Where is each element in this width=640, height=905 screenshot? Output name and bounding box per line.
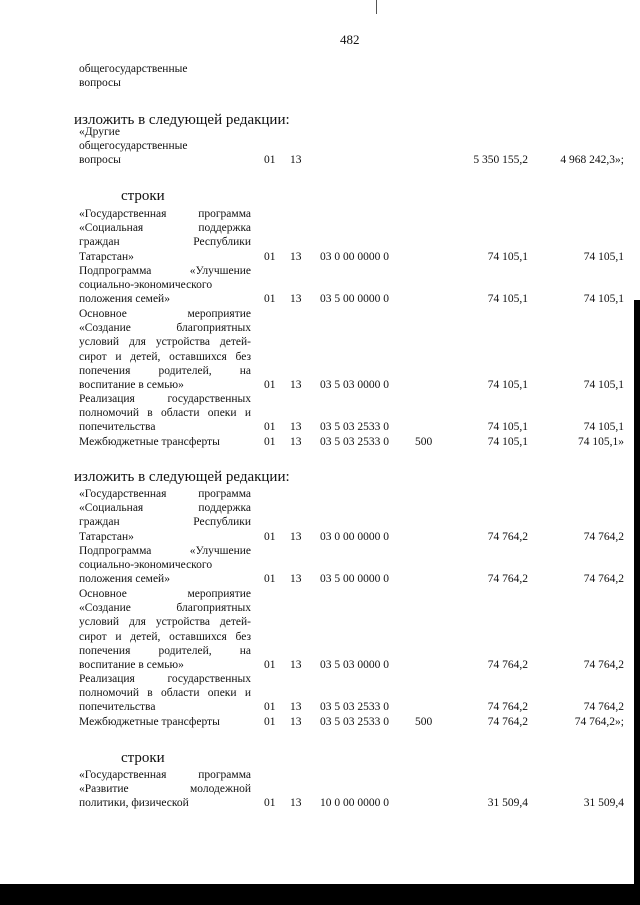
row-name-line: социально-экономического xyxy=(79,279,213,292)
row-name xyxy=(79,435,251,449)
row-amount-1: 74 105,1 xyxy=(487,293,528,306)
row-section-code: 01 xyxy=(264,154,276,167)
row-amount-2: 4 968 242,3»; xyxy=(560,154,624,167)
row-name xyxy=(79,715,251,729)
row-target-article: 03 5 03 2533 0 xyxy=(320,421,389,434)
row-amount-1: 5 350 155,2 xyxy=(473,154,528,167)
row-name-line: воспитание в семью» xyxy=(79,658,184,671)
row-amount-1: 74 105,1 xyxy=(487,250,528,263)
row-target-article: 03 5 03 0000 0 xyxy=(320,379,389,391)
page-number: 482 xyxy=(340,32,360,47)
row-section-code: 01 xyxy=(264,797,276,810)
row-subsection-code: 13 xyxy=(290,701,302,714)
row-name-line: полномочий в области опеки и xyxy=(79,407,251,420)
row-name-line: сирот и детей, оставшихся без xyxy=(79,630,251,643)
section-heading: строки xyxy=(121,188,165,204)
row-target-article: 03 5 03 2533 0 xyxy=(320,716,389,728)
row-amount-2: 74 764,2 xyxy=(583,659,624,671)
row-name-line: «Другие xyxy=(79,126,120,138)
row-name xyxy=(79,307,251,392)
row-amount-2: 74 764,2 xyxy=(583,530,624,543)
row-subsection-code: 13 xyxy=(290,797,302,810)
row-name-line: политики, физической xyxy=(79,797,189,810)
row-name-line: попечительства xyxy=(79,421,156,434)
row-name xyxy=(79,264,251,307)
row-section-code: 01 xyxy=(264,716,276,728)
intro-line: вопросы xyxy=(79,77,121,90)
row-name-line: социально-экономического xyxy=(79,559,213,572)
row-target-article: 10 0 00 0000 0 xyxy=(320,797,389,810)
row-amount-2: 31 509,4 xyxy=(583,797,624,810)
row-name xyxy=(79,487,251,544)
row-amount-2: 74 764,2 xyxy=(583,573,624,586)
section-heading: строки xyxy=(121,750,165,766)
row-name xyxy=(79,768,251,811)
row-section-code: 01 xyxy=(264,530,276,543)
row-name-line: общегосударственные xyxy=(79,140,188,153)
row-amount-2: 74 764,2»; xyxy=(574,716,624,728)
row-name-line: полномочий в области опеки и xyxy=(79,687,251,700)
scan-right-edge-gap xyxy=(634,0,640,300)
row-section-code: 01 xyxy=(264,659,276,671)
row-subsection-code: 13 xyxy=(290,716,302,728)
row-name-line: воспитание в семью» xyxy=(79,378,184,391)
row-target-article: 03 5 03 2533 0 xyxy=(320,701,389,714)
row-amount-1: 74 764,2 xyxy=(487,530,528,543)
row-name-line: сирот и детей, оставшихся без xyxy=(79,350,251,363)
row-amount-2: 74 105,1 xyxy=(583,250,624,263)
row-name-line: Реализация государственных xyxy=(79,393,251,405)
row-name-line: вопросы xyxy=(79,154,121,167)
row-name-line: «Развитие молодежной xyxy=(79,783,251,796)
row-amount-2: 74 105,1 xyxy=(583,379,624,391)
row-name-line: Подпрограмма «Улучшение xyxy=(79,265,251,277)
row-section-code: 01 xyxy=(264,421,276,434)
row-amount-1: 74 764,2 xyxy=(487,716,528,728)
row-subsection-code: 13 xyxy=(290,293,302,306)
row-name-line: граждан Республики xyxy=(79,516,251,529)
row-section-code: 01 xyxy=(264,379,276,391)
row-expense-type: 500 xyxy=(415,436,433,448)
row-subsection-code: 13 xyxy=(290,530,302,543)
row-target-article: 03 0 00 0000 0 xyxy=(320,250,389,263)
row-name-line: «Создание благоприятных xyxy=(79,322,251,335)
row-amount-2: 74 105,1» xyxy=(578,436,624,448)
row-subsection-code: 13 xyxy=(290,436,302,448)
row-name xyxy=(79,544,251,587)
row-target-article: 03 5 03 2533 0 xyxy=(320,436,389,448)
row-section-code: 01 xyxy=(264,701,276,714)
row-name-line: «Государственная программа xyxy=(79,488,251,500)
row-name-line: Основное мероприятие xyxy=(79,308,251,320)
row-subsection-code: 13 xyxy=(290,659,302,671)
row-name-line: условий для устройства детей- xyxy=(79,336,251,349)
row-amount-1: 74 105,1 xyxy=(487,379,528,391)
intro-line: общегосударственные xyxy=(79,63,188,75)
row-name xyxy=(79,125,251,168)
intro-text xyxy=(79,62,251,90)
section-heading: изложить в следующей редакции: xyxy=(74,112,290,128)
row-amount-1: 31 509,4 xyxy=(487,797,528,810)
row-name-line: положения семей» xyxy=(79,573,170,586)
row-name-line: положения семей» xyxy=(79,293,170,306)
row-section-code: 01 xyxy=(264,573,276,586)
row-subsection-code: 13 xyxy=(290,250,302,263)
row-section-code: 01 xyxy=(264,436,276,448)
row-amount-1: 74 764,2 xyxy=(487,659,528,671)
row-name-line: попечительства xyxy=(79,701,156,714)
row-subsection-code: 13 xyxy=(290,379,302,391)
row-name-line: «Государственная программа xyxy=(79,769,251,781)
row-name-line: граждан Республики xyxy=(79,236,251,249)
row-name-line: условий для устройства детей- xyxy=(79,616,251,629)
row-subsection-code: 13 xyxy=(290,154,302,167)
row-subsection-code: 13 xyxy=(290,573,302,586)
row-amount-1: 74 105,1 xyxy=(487,436,528,448)
row-amount-2: 74 105,1 xyxy=(583,293,624,306)
row-name-line: Подпрограмма «Улучшение xyxy=(79,545,251,557)
row-amount-1: 74 105,1 xyxy=(487,421,528,434)
row-name xyxy=(79,587,251,672)
row-amount-2: 74 105,1 xyxy=(583,421,624,434)
row-name-line: попечения родителей, на xyxy=(79,644,251,657)
row-name-line: попечения родителей, на xyxy=(79,364,251,377)
row-name xyxy=(79,392,251,435)
row-name-line: Татарстан» xyxy=(79,250,134,263)
row-section-code: 01 xyxy=(264,293,276,306)
row-name xyxy=(79,207,251,264)
row-name-line: Основное мероприятие xyxy=(79,588,251,600)
row-name-line: «Создание благоприятных xyxy=(79,602,251,615)
row-name-line: «Социальная поддержка xyxy=(79,222,251,235)
row-name-line: Реализация государственных xyxy=(79,673,251,685)
row-amount-1: 74 764,2 xyxy=(487,573,528,586)
row-name-line: Татарстан» xyxy=(79,530,134,543)
row-amount-1: 74 764,2 xyxy=(487,701,528,714)
scan-top-rule xyxy=(376,0,377,14)
row-name xyxy=(79,672,251,715)
row-target-article: 03 0 00 0000 0 xyxy=(320,530,389,543)
row-amount-2: 74 764,2 xyxy=(583,701,624,714)
row-target-article: 03 5 00 0000 0 xyxy=(320,573,389,586)
row-subsection-code: 13 xyxy=(290,421,302,434)
section-heading: изложить в следующей редакции: xyxy=(74,469,290,485)
row-name-line: Межбюджетные трансферты xyxy=(79,436,220,448)
row-name-line: Межбюджетные трансферты xyxy=(79,716,220,728)
scan-bottom-edge xyxy=(0,884,640,905)
row-name-line: «Государственная программа xyxy=(79,208,251,220)
row-target-article: 03 5 00 0000 0 xyxy=(320,293,389,306)
row-section-code: 01 xyxy=(264,250,276,263)
row-expense-type: 500 xyxy=(415,716,433,728)
row-name-line: «Социальная поддержка xyxy=(79,502,251,515)
row-target-article: 03 5 03 0000 0 xyxy=(320,659,389,671)
